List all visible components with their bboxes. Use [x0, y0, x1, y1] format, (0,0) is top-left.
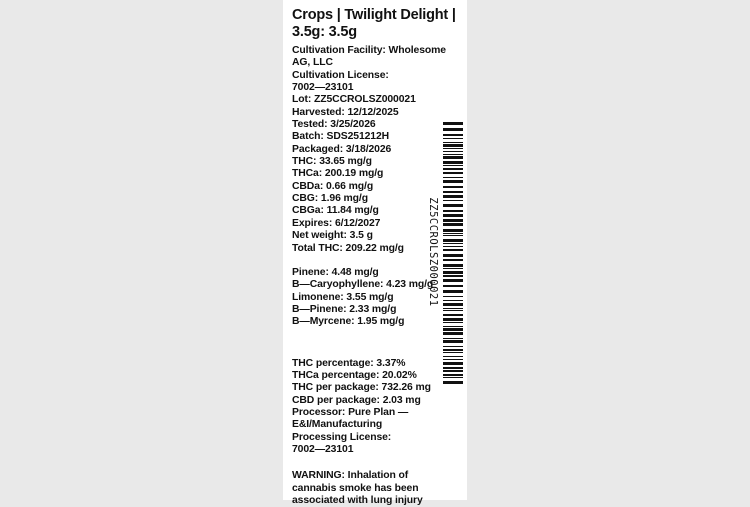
terpene-line: Pinene: 4.48 mg/g — [292, 266, 379, 278]
warning-line: associated with lung injury — [292, 495, 423, 506]
detail-line: 7002—23101 — [292, 82, 354, 94]
detail-line: Batch: SDS251212H — [292, 131, 390, 143]
barcode-bars — [443, 122, 463, 385]
potency-line: THC percentage: 3.37% — [292, 357, 406, 369]
detail-line: Expires: 6/12/2027 — [292, 217, 381, 229]
potency-line: 7002—23101 — [292, 443, 354, 455]
barcode-number: ZZ5CCROLSZ000021 — [427, 197, 439, 307]
warning-line: cannabis smoke has been — [292, 482, 419, 494]
detail-line: AG, LLC — [292, 57, 333, 69]
detail-line: CBDa: 0.66 mg/g — [292, 180, 374, 192]
barcode — [443, 122, 463, 385]
potency-line: Processing License: — [292, 431, 392, 443]
detail-line: Harvested: 12/12/2025 — [292, 106, 399, 118]
potency-line: E&I/Manufacturing — [292, 419, 383, 431]
detail-line: Net weight: 3.5 g — [292, 230, 373, 242]
detail-line: CBGa: 11.84 mg/g — [292, 205, 379, 217]
warning-line: WARNING: Inhalation of — [292, 470, 409, 482]
terpene-line: B—Pinene: 2.33 mg/g — [292, 303, 397, 315]
detail-line: CBG: 1.96 mg/g — [292, 193, 368, 205]
detail-line: Packaged: 3/18/2026 — [292, 143, 392, 155]
detail-line: Lot: ZZ5CCROLSZ000021 — [292, 94, 416, 106]
potency-line: Processor: Pure Plan — — [292, 406, 409, 418]
product-label — [283, 0, 467, 506]
detail-line: Total THC: 209.22 mg/g — [292, 242, 404, 254]
potency-line: THCa percentage: 20.02% — [292, 369, 417, 381]
potency-line: CBD per package: 2.03 mg — [292, 394, 421, 406]
label-details — [292, 45, 446, 507]
detail-line: Tested: 3/25/2026 — [292, 119, 376, 131]
potency-line: THC per package: 732.26 mg — [292, 382, 431, 394]
terpene-line: Limonene: 3.55 mg/g — [292, 291, 394, 303]
terpene-line: B—Myrcene: 1.95 mg/g — [292, 316, 405, 328]
detail-line: THCa: 200.19 mg/g — [292, 168, 384, 180]
product-title: Crops | Twilight Delight | 3.5g: 3.5g — [292, 7, 456, 40]
terpene-line: B—Caryophyllene: 4.23 mg/g — [292, 279, 434, 291]
detail-line: THC: 33.65 mg/g — [292, 156, 372, 168]
detail-line: Cultivation Facility: Wholesome — [292, 45, 446, 56]
detail-line: Cultivation License: — [292, 69, 389, 81]
